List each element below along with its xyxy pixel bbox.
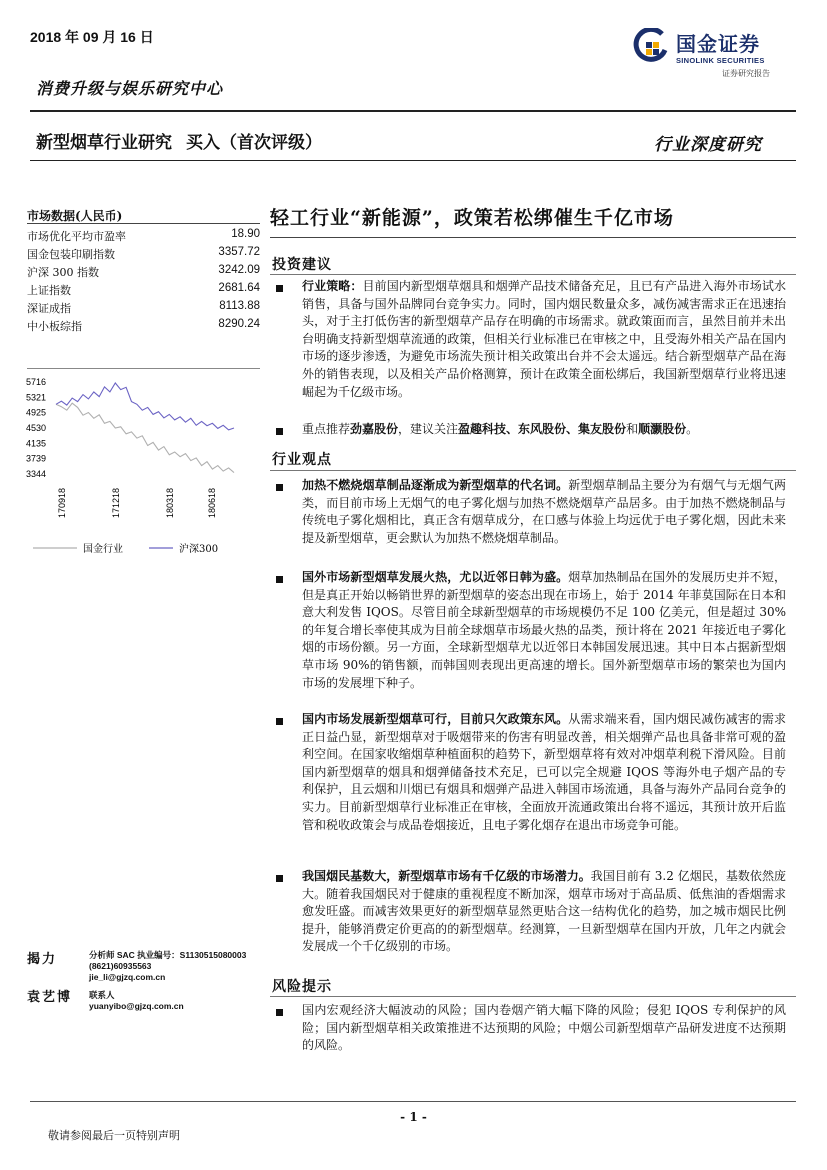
market-data-label: 上证指数 — [27, 284, 71, 297]
para-text: 重点推荐 — [302, 422, 351, 436]
report-date: 2018 年 09 月 16 日 — [30, 29, 154, 45]
market-data-label: 深证成指 — [27, 302, 71, 315]
para-body: 新型烟草制品主要分为有烟气与无烟气两类，而目前市场上无烟气的电子雾化烟与加热不燃烧烟草产品居多。由于加热不燃烧制品与传统电子雾化烟相比，真正含有烟草成分，在口感与体验上均远优于电子雾化烟，因此未来提及新型烟草，更会默认为加热不燃烧烟草制品。 — [302, 478, 786, 545]
stock-highlight: 劲嘉股份 — [350, 422, 399, 436]
para-lead: 国内市场发展新型烟草可行，目前只欠政策东风。 — [302, 712, 569, 726]
logo-en-text: SINOLINK SECURITIES — [676, 56, 765, 65]
y-tick-label: 3739 — [26, 453, 47, 464]
risk-paragraph: 国内宏观经济大幅波动的风险；国内卷烟产销大幅下降的风险；侵犯 IQOS 专利保护的风险；国内新型烟草相关政策推进不达预期的风险；中烟公司新型烟草产品研发进度不达预期的风险。 — [302, 1003, 786, 1053]
page-number: - 1 - — [400, 1110, 427, 1124]
y-tick-label: 4925 — [26, 407, 47, 418]
sinolink-logo-icon — [632, 28, 668, 64]
header-rule-2 — [30, 160, 796, 161]
para-text: 和 — [626, 422, 639, 436]
market-data-label: 市场优化平均市盈率 — [27, 230, 126, 243]
market-data-label: 沪深 300 指数 — [27, 266, 99, 279]
x-tick-label: 171218 — [111, 487, 121, 518]
y-tick-label: 4135 — [26, 438, 47, 449]
contact-email-link[interactable]: yuanyibo@gjzq.com.cn — [89, 1001, 184, 1011]
bullet-icon — [276, 576, 283, 583]
view-market-potential-paragraph — [302, 868, 786, 956]
market-data-label: 中小板综指 — [27, 320, 82, 333]
section-heading-views: 行业观点 — [272, 452, 332, 468]
x-tick-label: 180318 — [165, 487, 175, 518]
series-line-hs300 — [56, 383, 234, 430]
y-tick-label: 3344 — [26, 469, 47, 479]
bullet-icon — [276, 875, 283, 882]
stock-highlight: 顺灏股份 — [638, 422, 687, 436]
bullet-icon — [276, 484, 283, 491]
legend-label-hs300: 沪深300 — [179, 544, 219, 555]
index-performance-chart — [22, 368, 272, 558]
logo-cn-text: 国金证券 — [676, 34, 760, 56]
market-data-value: 2681.64 — [218, 282, 260, 294]
para-body: 烟草加热制品在国外的发展历史并不短，但是真正开始以畅销世界的新型烟草的姿态出现在市场上，始于 2014 年菲莫国际在日本和意大利发售 IQOS。尽管目前全球新型烟草的市场规模仍不足 100 亿美元，但是超过 30%的年复合增长率使其成为目前全球烟草市场最火热的品类，预计将在 2021 年接近电子雾化烟的市场份额。另一方面，全球新型烟草尤以近邻日本韩国发展迅速。其中日本占据新型烟草市场 90%的销售额，而韩国则表现出更高速的增长。国外新型烟草市场的繁荣也为国内市场的发展埋下种子。 — [302, 570, 786, 690]
market-data-label: 国金包装印刷指数 — [27, 248, 115, 261]
series-line-industry — [56, 403, 234, 472]
section-heading-invest: 投资建议 — [272, 257, 332, 273]
contact-role: 联系人 — [89, 990, 115, 1000]
bullet-icon — [276, 1009, 283, 1016]
para-body: 目前国内新型烟草烟具和烟弹产品技术储备充足，且已有产品进入海外市场试水销售，具备与国外品牌同台竞争实力。同时，国内烟民数量众多，减伤减害需求正在迅速抬头，对于主打低伤害的新型烟草产品存在明确的市场需求。就政策面而言，虽然目前并未出台明确支持新型烟草流通的政策，但相关行业标准已在审核之中，且受海外相关产品在国内市场的逐步渗透，为避免市场流失预计相关政策出台并不会太遥远。结合新型烟草产品在海外的销售表现，以及相关产品价格测算，预计在政策全面松绑后，我国新型烟草行业将迅速崛起为千亿级市场。 — [302, 279, 786, 399]
view-heat-not-burn-paragraph — [302, 477, 786, 547]
stock-highlight: 盈趣科技、东风股份、集友股份 — [458, 422, 627, 436]
research-center: 消费升级与娱乐研究中心 — [36, 79, 224, 98]
chart-legend — [27, 540, 267, 558]
report-type: 行业深度研究 — [654, 135, 762, 155]
bullet-icon — [276, 718, 283, 725]
para-text: 。 — [686, 422, 699, 436]
view-domestic-market-paragraph — [302, 711, 786, 834]
analyst-info — [89, 950, 246, 983]
analyst-phone: (8621)60935563 — [89, 961, 152, 971]
para-lead: 国外市场新型烟草发展火热，尤以近邻日韩为盛。 — [302, 570, 569, 584]
footer-rule — [30, 1101, 796, 1102]
legend-label-industry: 国金行业 — [83, 544, 123, 555]
market-data-value: 3242.09 — [218, 264, 260, 276]
y-tick-label: 5716 — [26, 377, 47, 387]
para-lead: 我国烟民基数大，新型烟草市场有千亿级的市场潜力。 — [302, 869, 591, 883]
market-data-title: 市场数据(人民币) — [27, 209, 123, 223]
analyst-email-link[interactable]: jie_li@gjzq.com.cn — [89, 972, 166, 982]
para-lead: 加热不燃烧烟草制品逐渐成为新型烟草的代名词。 — [302, 478, 569, 492]
headline — [36, 128, 322, 153]
contact-name: 袁艺博 — [27, 990, 73, 1005]
view-overseas-market-paragraph — [302, 569, 786, 692]
header-rule — [30, 110, 796, 112]
title-rule — [270, 237, 796, 238]
para-body: 从需求端来看，国内烟民减伤减害的需求正日益凸显，新型烟草对于吸烟带来的伤害有明显改善，相关烟弹产品也具备非常可观的盈利空间。在国家收缩烟草种植面积的趋势下，新型烟草将有效对冲烟草利税下滑风险。目前国内新型烟草的烟具和烟弹储备技术充足，已可以完全规避 IQOS 等海外电子烟产品的专利保护，且云烟和川烟已有烟具和烟弹产品进入韩国市场流通，具备与海外产品同台竞争的实力。目前新型烟草行业标准正在审核，全面放开流通政策出台将不遥远，其预计放开后监管和税收政策会与成品卷烟接近，且电子雾化烟存在退出市场竞争可能。 — [302, 712, 786, 832]
section-heading-risk: 风险提示 — [272, 979, 332, 995]
market-data-value: 3357.72 — [218, 246, 260, 258]
bullet-icon — [276, 428, 283, 435]
market-data-rule — [27, 223, 260, 224]
section-rule — [270, 996, 796, 997]
x-tick-label: 170918 — [57, 487, 67, 518]
para-text: ，建议关注 — [398, 422, 459, 436]
para-lead: 行业策略： — [302, 279, 363, 293]
section-rule — [270, 274, 796, 275]
bullet-icon — [276, 285, 283, 292]
y-tick-label: 5321 — [26, 392, 47, 403]
invest-strategy-paragraph — [302, 278, 786, 401]
market-data-value: 18.90 — [231, 228, 260, 240]
para-body: 我国目前有 3.2 亿烟民，基数依然庞大。随着我国烟民对于健康的重视程度不断加深，烟草市场对于高品质、低焦油的香烟需求愈发旺盛。而减害效果更好的新型烟草显然更贴合这一结构优化的趋势，加之城市烟民比例提升，能够消费定价更高的的新型烟草。经测算，一旦新型烟草在国内开放，几年之内就会发展成一个千亿级别的市场。 — [302, 869, 786, 954]
sinolink-logo — [632, 26, 802, 82]
disclaimer-note: 敬请参阅最后一页特别声明 — [48, 1129, 180, 1142]
invest-recommendation-paragraph — [302, 421, 786, 439]
x-tick-label: 180618 — [207, 487, 217, 518]
industry-name: 新型烟草行业研究 — [36, 133, 172, 152]
rating: 买入（首次评级） — [186, 133, 322, 152]
report-category: 证券研究报告 — [722, 69, 770, 78]
market-data-value: 8113.88 — [219, 300, 260, 312]
analyst-sac: 分析师 SAC 执业编号：S1130515080003 — [89, 950, 247, 960]
market-data-value: 8290.24 — [218, 318, 260, 330]
section-rule — [270, 470, 796, 471]
report-title: 轻工行业“新能源”，政策若松绑催生千亿市场 — [270, 207, 674, 229]
analyst-name: 揭力 — [27, 952, 58, 967]
y-tick-label: 4530 — [26, 423, 47, 433]
contact-info — [89, 990, 184, 1012]
